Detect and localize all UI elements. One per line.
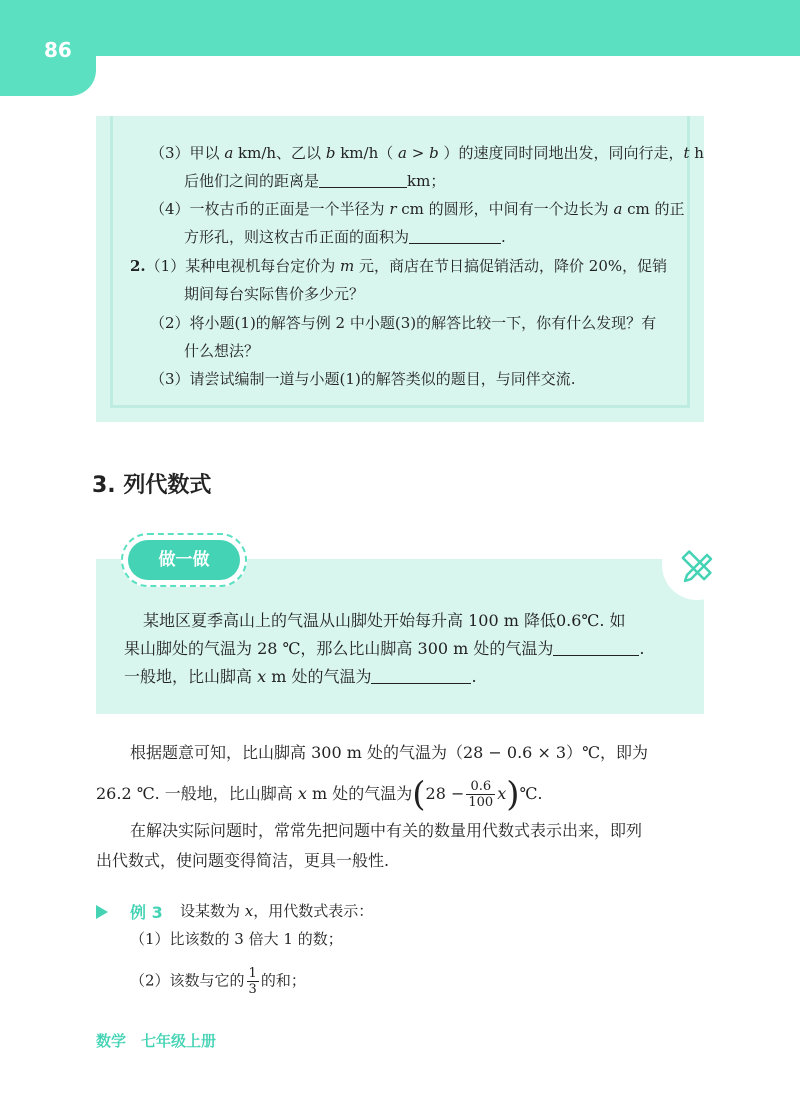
fraction bbox=[247, 966, 259, 997]
var-m: m bbox=[340, 257, 355, 275]
text: . bbox=[471, 667, 477, 686]
activity-line-1: 某地区夏季高山上的气温从山脚处开始每升高 100 m 降低0.6℃. 如 bbox=[143, 611, 626, 630]
var-t: t bbox=[683, 144, 690, 162]
text: 方形孔，则这枚古币正面的面积为 bbox=[184, 228, 410, 246]
text: （1）某种电视机每台定价为 bbox=[145, 257, 340, 275]
fraction-denominator: 100 bbox=[468, 795, 494, 810]
text: ℃. bbox=[519, 784, 543, 803]
fraction bbox=[466, 779, 495, 810]
var-a: a bbox=[613, 200, 623, 218]
activity-line-3 bbox=[124, 666, 477, 688]
text: cm 的正 bbox=[622, 200, 685, 218]
text: 果山脚处的气温为 28 ℃，那么比山脚高 300 m 处的气温为 bbox=[124, 639, 554, 658]
text: cm 的圆形，中间有一个边长为 bbox=[396, 200, 614, 218]
example-item-2 bbox=[130, 966, 306, 997]
exercise-3-line-1 bbox=[150, 143, 704, 163]
text: 设某数为 bbox=[180, 902, 245, 920]
example-item-1: （1）比该数的 3 倍大 1 的数； bbox=[130, 930, 343, 948]
exercise-4-line-1 bbox=[150, 199, 685, 219]
fraction-numerator: 1 bbox=[248, 966, 257, 981]
exercise-3-line-2 bbox=[184, 171, 445, 191]
var-r: r bbox=[389, 200, 397, 218]
text: （2）该数与它的 bbox=[130, 971, 245, 990]
text: 26.2 ℃. 一般地，比山脚高 bbox=[96, 784, 298, 803]
text: m 处的气温为 bbox=[306, 784, 413, 803]
text: 的和； bbox=[260, 971, 306, 990]
problem-2-q3-line-1: （3）请尝试编制一道与小题(1)的解答类似的题目，与同伴交流. bbox=[150, 370, 576, 388]
section-title: 3. 列代数式 bbox=[92, 473, 212, 498]
text: h bbox=[689, 144, 704, 162]
text: ）的速度同时同地出发，同向行走， bbox=[438, 144, 684, 162]
example-arrow-icon bbox=[96, 905, 108, 919]
header-bar bbox=[0, 0, 800, 56]
var-x: x bbox=[257, 667, 267, 686]
example-label: 例 3 bbox=[130, 903, 163, 922]
body-paragraph-1-line-1: 根据题意可知，比山脚高 300 m 处的气温为（28 − 0.6 × 3）℃，即为 bbox=[130, 743, 649, 762]
text: （4）一枚古币的正面是一个半径为 bbox=[150, 200, 390, 218]
var-a: a bbox=[224, 144, 234, 162]
problem-2-q2-line-1: （2）将小题(1)的解答与例 2 中小题(3)的解答比较一下，你有什么发现？有 bbox=[150, 314, 657, 332]
example-intro bbox=[180, 900, 373, 922]
problem-2-q2-line-2: 什么想法？ bbox=[184, 342, 260, 360]
body-paragraph-2-line-2: 出代数式，使问题变得简洁，更具一般性. bbox=[96, 851, 390, 870]
text: . bbox=[639, 639, 645, 658]
activity-line-2 bbox=[124, 638, 645, 660]
problem-2-line-2: 期间每台实际售价多少元？ bbox=[184, 285, 365, 303]
text: 后他们之间的距离是 bbox=[184, 172, 320, 190]
text: km/h、乙以 bbox=[233, 144, 326, 162]
answer-blank bbox=[553, 640, 639, 656]
footer-book-title: 数学 七年级上册 bbox=[96, 1032, 217, 1050]
ruler-pencil-icon bbox=[676, 544, 718, 586]
var-x: x bbox=[297, 784, 307, 803]
answer-blank bbox=[409, 228, 501, 244]
text: m 处的气温为 bbox=[266, 667, 372, 686]
text: ，用代数式表示： bbox=[253, 902, 374, 920]
fraction-numerator: 0.6 bbox=[466, 779, 495, 795]
right-paren: ) bbox=[506, 774, 520, 815]
var-b: b bbox=[325, 144, 336, 162]
left-paren: ( bbox=[412, 774, 426, 815]
text: km； bbox=[407, 172, 446, 190]
body-paragraph-2-line-1: 在解决实际问题时，常常先把问题中有关的数量用代数式表示出来，即列 bbox=[130, 821, 643, 840]
text: . bbox=[501, 228, 506, 246]
fraction-denominator: 3 bbox=[248, 982, 257, 997]
answer-blank bbox=[371, 668, 471, 684]
page-number: 86 bbox=[44, 38, 72, 62]
inequality: a > b bbox=[398, 144, 439, 162]
exercise-4-line-2 bbox=[184, 227, 506, 247]
problem-number: 2. bbox=[130, 257, 146, 275]
var-x: x bbox=[244, 902, 254, 920]
text: （3）甲以 bbox=[150, 144, 225, 162]
var-x: x bbox=[497, 784, 507, 803]
activity-badge: 做一做 bbox=[128, 540, 240, 580]
answer-blank bbox=[319, 172, 407, 188]
text: 一般地，比山脚高 bbox=[124, 667, 258, 686]
text: km/h（ bbox=[335, 144, 399, 162]
body-paragraph-1-line-2 bbox=[96, 774, 543, 815]
text: 28 − bbox=[425, 784, 465, 803]
problem-2-line-1 bbox=[130, 256, 667, 276]
text: 元，商店在节日搞促销活动，降价 20%，促销 bbox=[354, 257, 668, 275]
